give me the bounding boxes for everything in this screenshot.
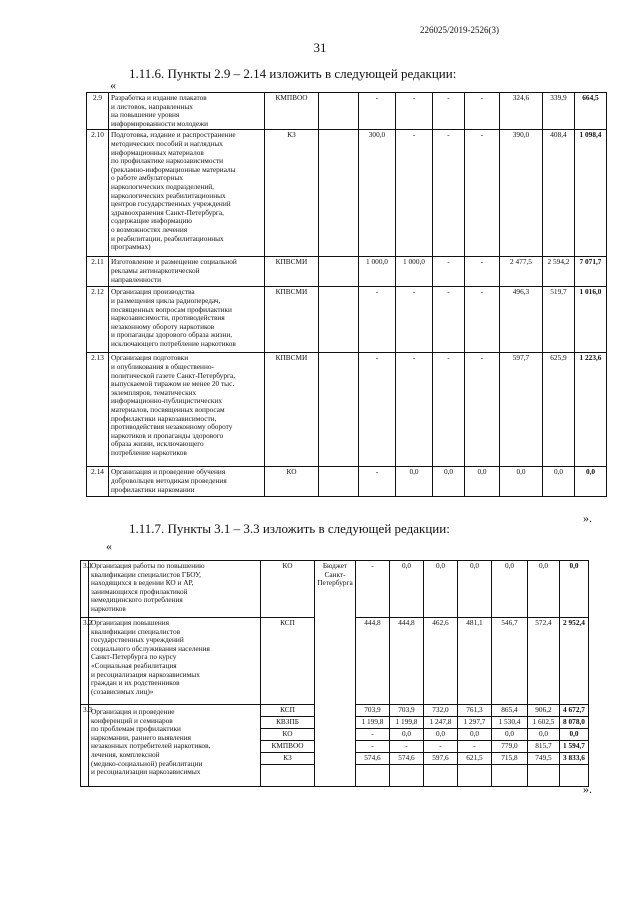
value-cell: 408,4 bbox=[543, 130, 575, 257]
value-cell: 444,8 bbox=[356, 618, 390, 705]
value-cell: - bbox=[433, 130, 465, 257]
table-row-2-14 bbox=[87, 467, 607, 497]
total-cell: 0,0 bbox=[560, 561, 589, 618]
value-cell: - bbox=[396, 287, 433, 353]
open-quote-2: « bbox=[106, 539, 112, 553]
value-cell: - bbox=[396, 93, 433, 130]
item-number: 3.1 bbox=[81, 561, 89, 618]
value-cell: - bbox=[465, 130, 500, 257]
value-cell: - bbox=[433, 287, 465, 353]
value-cell: - bbox=[356, 561, 390, 618]
value-cell: 444,8 bbox=[390, 618, 424, 705]
value-cell: 815,7 bbox=[528, 741, 560, 753]
total-cell: 664,5 bbox=[575, 93, 607, 130]
table-row-2-10 bbox=[87, 130, 607, 257]
value-cell: - bbox=[359, 353, 396, 467]
value-cell: 0,0 bbox=[528, 729, 560, 741]
value-cell: - bbox=[433, 257, 465, 287]
value-cell: 2 477,5 bbox=[500, 257, 543, 287]
value-cell: 0,0 bbox=[433, 467, 465, 497]
value-cell: 324,6 bbox=[500, 93, 543, 130]
item-funding-source bbox=[319, 257, 359, 287]
value-cell: 574,6 bbox=[356, 753, 390, 765]
value-cell: 1 247,8 bbox=[424, 717, 458, 729]
item-description: Организация и проведение обучения добровольцев методикам проведения профилактики наркомании bbox=[109, 467, 265, 497]
total-cell: 3 833,6 bbox=[560, 753, 589, 765]
close-quote-1: ». bbox=[583, 511, 592, 525]
value-cell: - bbox=[359, 287, 396, 353]
item-executor: КО bbox=[261, 729, 315, 741]
value-cell: 0,0 bbox=[500, 467, 543, 497]
item-description: Организация подготовки и опубликования в общественно- политической газете Санкт-Петербурга, выпускаемой тиражом не менее 20 тыс. экземпляров, тематических информационно-публицистических материалов, посвященных вопросам профилактики наркозависимости, противодействия незаконному обороту наркотиков и пропаганды здорового образа жизни, исключающего потребление наркотиков bbox=[109, 353, 265, 467]
value-cell: - bbox=[359, 93, 396, 130]
value-cell: 572,4 bbox=[528, 618, 560, 705]
value-cell: - bbox=[465, 287, 500, 353]
table-row-2-11 bbox=[87, 257, 607, 287]
value-cell: 1 199,8 bbox=[356, 717, 390, 729]
value-cell: 574,6 bbox=[390, 753, 424, 765]
value-cell: 703,9 bbox=[356, 705, 390, 717]
value-cell: 481,1 bbox=[458, 618, 492, 705]
total-cell: 1 098,4 bbox=[575, 130, 607, 257]
value-cell: - bbox=[465, 93, 500, 130]
value-cell: 1 199,8 bbox=[390, 717, 424, 729]
empty-cell bbox=[390, 765, 424, 787]
value-cell: 1 000,0 bbox=[359, 257, 396, 287]
item-executor: КМПВОО bbox=[261, 741, 315, 753]
item-funding-source bbox=[319, 130, 359, 257]
item-executor: КПВСМИ bbox=[265, 353, 319, 467]
table-items-2-9-2-14 bbox=[86, 92, 607, 497]
value-cell: 625,9 bbox=[543, 353, 575, 467]
value-cell: - bbox=[396, 353, 433, 467]
value-cell: 621,5 bbox=[458, 753, 492, 765]
value-cell: 749,5 bbox=[528, 753, 560, 765]
item-description: Организация работы по повышению квалификации специалистов ГБОУ, находящихся в ведении КО и АР, занимающихся профилактикой немедицинского потребления наркотиков bbox=[89, 561, 261, 618]
value-cell: 0,0 bbox=[458, 561, 492, 618]
value-cell: 0,0 bbox=[543, 467, 575, 497]
item-funding-source bbox=[319, 353, 359, 467]
value-cell: - bbox=[433, 93, 465, 130]
value-cell: 0,0 bbox=[424, 729, 458, 741]
item-number: 2.13 bbox=[87, 353, 109, 467]
value-cell: 0,0 bbox=[492, 561, 528, 618]
value-cell: - bbox=[424, 741, 458, 753]
item-executor: КСП bbox=[261, 618, 315, 705]
empty-cell bbox=[261, 765, 315, 787]
item-number: 2.9 bbox=[87, 93, 109, 130]
item-number: 2.11 bbox=[87, 257, 109, 287]
value-cell: 1 602,5 bbox=[528, 717, 560, 729]
item-number: 2.14 bbox=[87, 467, 109, 497]
item-executor: КПВСМИ bbox=[265, 287, 319, 353]
item-description: Подготовка, издание и распространение методических пособий и наглядных информационных материалов по профилактике наркозависимости (рекламно-информационные материалы о работе амбулаторных наркологических подразделений, наркологических реабилитационных центров государственных учреждений здравоохранения Санкт-Петербурга, содержащие информацию о возможностях лечения и реабилитации, реабилитационных программах) bbox=[109, 130, 265, 257]
item-funding-source bbox=[319, 93, 359, 130]
item-funding-source bbox=[319, 467, 359, 497]
value-cell: 546,7 bbox=[492, 618, 528, 705]
value-cell: 1 530,4 bbox=[492, 717, 528, 729]
total-cell: 1 223,6 bbox=[575, 353, 607, 467]
page-number: 31 bbox=[313, 40, 327, 55]
value-cell: 2 594,2 bbox=[543, 257, 575, 287]
value-cell: 0,0 bbox=[396, 467, 433, 497]
empty-cell bbox=[458, 765, 492, 787]
heading-1-11-6: 1.11.6. Пункты 2.9 – 2.14 изложить в следующей редакции: bbox=[129, 66, 457, 81]
value-cell: 1 297,7 bbox=[458, 717, 492, 729]
total-cell: 2 952,4 bbox=[560, 618, 589, 705]
item-executor: КЗ bbox=[261, 753, 315, 765]
total-cell: 1 016,0 bbox=[575, 287, 607, 353]
value-cell: 462,6 bbox=[424, 618, 458, 705]
value-cell: 715,8 bbox=[492, 753, 528, 765]
value-cell: 0,0 bbox=[528, 561, 560, 618]
value-cell: - bbox=[465, 257, 500, 287]
value-cell: 496,3 bbox=[500, 287, 543, 353]
heading-1-11-7: 1.11.7. Пункты 3.1 – 3.3 изложить в следующей редакции: bbox=[129, 521, 450, 536]
value-cell: - bbox=[396, 130, 433, 257]
empty-cell bbox=[528, 765, 560, 787]
value-cell: - bbox=[465, 353, 500, 467]
total-cell: 8 078,0 bbox=[560, 717, 589, 729]
document-number: 226025/2019-2526(3) bbox=[420, 25, 499, 35]
item-executor: КЗ bbox=[265, 130, 319, 257]
item-executor: КВЗПБ bbox=[261, 717, 315, 729]
value-cell: 732,0 bbox=[424, 705, 458, 717]
empty-cell bbox=[424, 765, 458, 787]
value-cell: - bbox=[356, 729, 390, 741]
item-executor: КМПВОО bbox=[265, 93, 319, 130]
value-cell: 0,0 bbox=[424, 561, 458, 618]
value-cell: 906,2 bbox=[528, 705, 560, 717]
value-cell: 0,0 bbox=[465, 467, 500, 497]
total-cell: 1 594,7 bbox=[560, 741, 589, 753]
table-row-2-9 bbox=[87, 93, 607, 130]
value-cell: 597,7 bbox=[500, 353, 543, 467]
open-quote-1: « bbox=[110, 78, 116, 92]
value-cell: - bbox=[359, 467, 396, 497]
value-cell: - bbox=[433, 353, 465, 467]
value-cell: - bbox=[458, 741, 492, 753]
value-cell: 519,7 bbox=[543, 287, 575, 353]
item-funding-source: Бюджет Санкт- Петербурга bbox=[315, 561, 356, 787]
value-cell: 300,0 bbox=[359, 130, 396, 257]
value-cell: 0,0 bbox=[390, 561, 424, 618]
value-cell: - bbox=[356, 741, 390, 753]
value-cell: 0,0 bbox=[458, 729, 492, 741]
total-cell: 0,0 bbox=[575, 467, 607, 497]
table-row-2-12 bbox=[87, 287, 607, 353]
item-funding-source bbox=[319, 287, 359, 353]
value-cell: 0,0 bbox=[390, 729, 424, 741]
item-number: 2.10 bbox=[87, 130, 109, 257]
table-row-3-1 bbox=[81, 561, 589, 618]
total-cell: 4 672,7 bbox=[560, 705, 589, 717]
item-description: Организация и проведение конференций и семинаров по проблемам профилактики наркомании, раннего выявления незаконных потребителей наркотиков, лечения, комплексной (медико-социальной) реабилитации и ресоциализации наркозависимых bbox=[89, 705, 261, 787]
item-number: 2.12 bbox=[87, 287, 109, 353]
total-cell: 7 071,7 bbox=[575, 257, 607, 287]
item-description: Организация производства и размещения цикла радиопередач, посвященных вопросам профилактики наркозависимости, противодействия незаконному обороту наркотиков и пропаганды здорового образа жизни, исключающего потребление наркотиков bbox=[109, 287, 265, 353]
value-cell: 865,4 bbox=[492, 705, 528, 717]
value-cell: 779,0 bbox=[492, 741, 528, 753]
value-cell: - bbox=[390, 741, 424, 753]
item-description: Организация повышения квалификации специалистов государственных учреждений социального обслуживания населения Санкт-Петербурга по курсу «Социальная реабилитация и ресоциализация наркозависимых граждан и их родственников (созависимых лиц)» bbox=[89, 618, 261, 705]
item-executor: КО bbox=[261, 561, 315, 618]
value-cell: 1 000,0 bbox=[396, 257, 433, 287]
value-cell: 339,9 bbox=[543, 93, 575, 130]
value-cell: 761,3 bbox=[458, 705, 492, 717]
empty-cell bbox=[356, 765, 390, 787]
table-row-2-13 bbox=[87, 353, 607, 467]
value-cell: 703,9 bbox=[390, 705, 424, 717]
item-executor: КСП bbox=[261, 705, 315, 717]
item-description: Разработка и издание плакатов и листовок, направленных на повышение уровня информированности молодежи bbox=[109, 93, 265, 130]
item-description: Изготовление и размещение социальной рекламы антинаркотической направленности bbox=[109, 257, 265, 287]
item-executor: КПВСМИ bbox=[265, 257, 319, 287]
total-cell: 0,0 bbox=[560, 729, 589, 741]
close-quote-2: ». bbox=[583, 782, 592, 796]
item-number: 3.3 bbox=[81, 705, 89, 787]
value-cell: 597,6 bbox=[424, 753, 458, 765]
table-items-3-1-3-3 bbox=[80, 560, 589, 787]
item-executor: КО bbox=[265, 467, 319, 497]
empty-cell bbox=[492, 765, 528, 787]
value-cell: 0,0 bbox=[492, 729, 528, 741]
item-number: 3.2 bbox=[81, 618, 89, 705]
value-cell: 390,0 bbox=[500, 130, 543, 257]
